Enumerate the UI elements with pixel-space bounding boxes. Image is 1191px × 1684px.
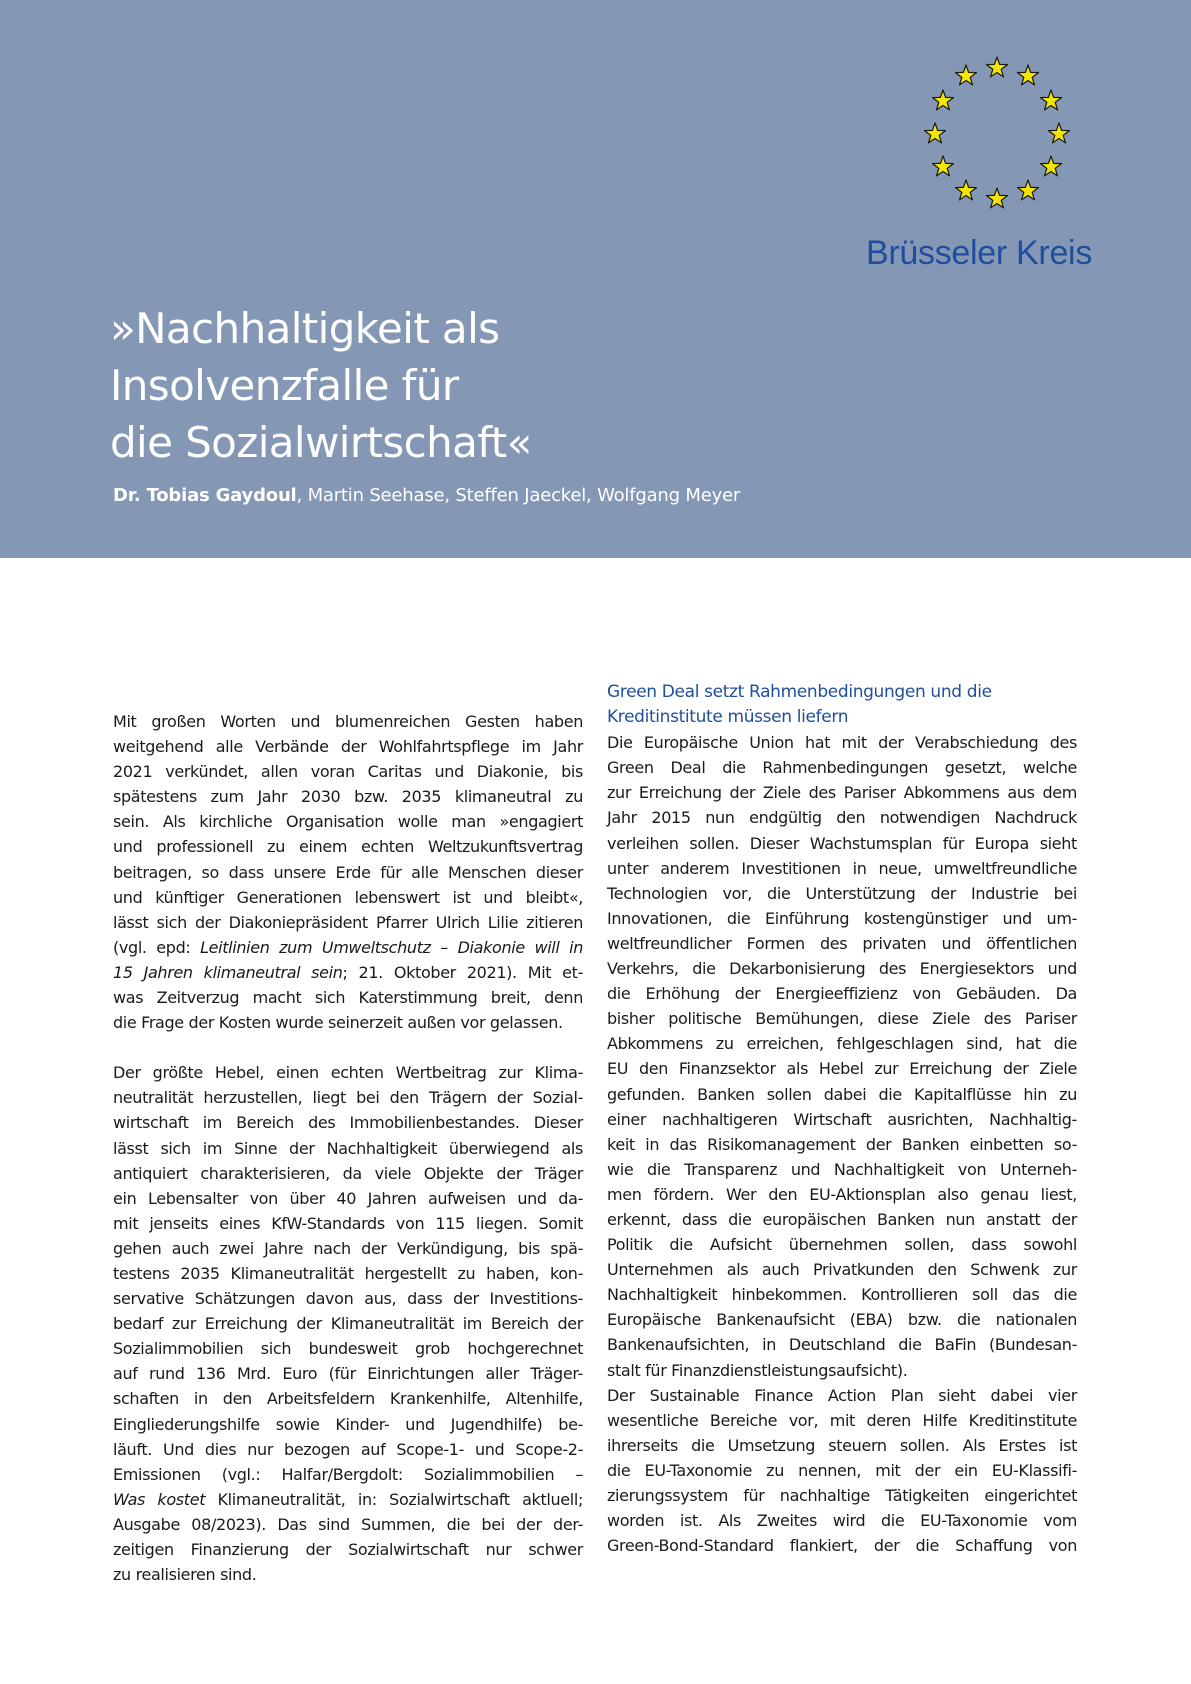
text-line: keit in das Risikomanagement der Banken einbetten so- [607,1134,1077,1154]
text-line: Abkommens zu erreichen, fehlgeschlagen sind, hat die [607,1034,1077,1054]
text-line: und professionell zu einem echten Weltzukunftsvertrag [113,837,583,857]
text-line: stalt für Finanzdienstleistungsaufsicht). [607,1360,908,1380]
article-title [110,300,910,471]
text-line: Mit großen Worten und blumenreichen Gesten haben [113,712,583,731]
text-line: die Erhöhung der Energieeffizienz von Gebäuden. Da [607,984,1077,1004]
text-line: servative Schätzungen davon aus, dass der Investitions- [113,1289,583,1309]
title-line: Insolvenzfalle für [110,361,459,410]
text-line: was Zeitverzug macht sich Katerstimmung breit, denn [113,988,583,1008]
text-line: gefunden. Banken sollen dabei die Kapitalflüsse hin zu [607,1084,1077,1104]
heading-line: Kreditinstitute müssen liefern [607,707,849,728]
text-line: lässt sich im Sinne der Nachhaltigkeit überwiegend als [113,1138,583,1158]
title-line: »Nachhaltigkeit als [110,304,500,353]
text-run: Klimaneutralität, in: Sozialwirtschaft aktluell; [205,1489,583,1509]
text-line: wirtschaft im Bereich des Immobilienbestandes. Dieser [113,1113,583,1133]
paragraph [607,1383,1077,1559]
text-line: erkennt, dass die europäischen Banken nun anstatt der [607,1209,1077,1229]
paragraph-spacer [113,1035,583,1060]
text-line: Sozialimmobilien sich bundesweit grob hochgerechnet [113,1339,583,1359]
text-line: sein. Als kirchliche Organisation wolle man »engagiert [113,812,583,832]
title-line: die Sozialwirtschaft« [110,418,532,467]
text-line: spätestens zum Jahr 2030 bzw. 2035 klimaneutral zu [113,787,583,807]
right-column [607,680,1077,1558]
text-line: mit jenseits eines KfW-Standards von 115 liegen. Somit [113,1213,583,1233]
text-line: Verkehrs, die Dekarbonisierung des Energiesektors und [607,959,1077,979]
paragraph [607,730,1077,1382]
text-line: läuft. Und dies nur bezogen auf Scope-1- und Scope-2- [113,1439,583,1459]
text-line: Technologien vor, die Unterstützung der Industrie bei [607,883,1077,903]
text-line: Europäische Bankenaufsicht (EBA) bzw. die nationalen [607,1310,1077,1330]
text-line: unter anderem Investitionen in neue, umweltfreundliche [607,858,1077,878]
text-line: EU den Finanzsektor als Hebel zur Erreichung der Ziele [607,1059,1077,1079]
text-line: ein Lebensalter von über 40 Jahren aufweisen und da- [113,1188,583,1208]
text-line: Die Europäische Union hat mit der Verabschiedung des [607,733,1077,753]
text-run: ; 21. Oktober 2021). Mit et- [342,962,583,982]
text-line: bisher politische Bemühungen, diese Ziele des Pariser [607,1009,1077,1029]
text-line: Green-Bond-Standard flankiert, der die Schaffung von [607,1536,1077,1556]
text-line: zu realisieren sind. [113,1565,257,1585]
header-banner [0,0,1191,558]
text-line [113,1487,583,1512]
paragraph [113,1060,583,1587]
text-line: antiquiert charakterisieren, da viele Objekte der Träger [113,1163,583,1183]
text-line: Emissionen (vgl.: Halfar/Bergdolt: Sozialimmobilien – [113,1464,583,1484]
text-line: bedarf zur Erreichung der Klimaneutralität im Bereich der [113,1314,583,1334]
text-line: die EU-Taxonomie zu nennen, mit der ein EU-Klassifi- [607,1460,1077,1480]
text-line: lässt sich der Diakoniepräsident Pfarrer Ulrich Lilie zitieren [113,912,583,932]
text-line: zeitigen Finanzierung der Sozialwirtschaft nur schwer [113,1540,583,1559]
text-line: Jahr 2015 nun endgültig den notwendigen Nachdruck [607,808,1077,828]
text-line: wie die Transparenz und Nachhaltigkeit von Unterneh- [607,1159,1077,1179]
text-line: zur Erreichung der Ziele des Pariser Abkommens aus dem [607,783,1077,803]
text-line: Ausgabe 08/2023). Das sind Summen, die bei der der- [113,1514,583,1534]
lead-author: Dr. Tobias Gaydoul [113,485,297,506]
text-line: Nachhaltigkeit hinbekommen. Kontrollieren soll das die [607,1285,1077,1305]
text-line: zierungssystem für nachhaltige Tätigkeiten eingerichtet [607,1486,1077,1505]
eu-stars-logo-icon [900,48,1100,228]
text-line: 2021 verkündet, allen voran Caritas und Diakonie, bis [113,762,583,782]
text-line: und künftiger Generationen lebenswert ist und bleibt«, [113,887,583,907]
text-line: neutralität herzustellen, liegt bei den Trägern der Sozial- [113,1088,583,1108]
text-line: wesentliche Bereiche vor, mit deren Hilfe Kreditinstitute [607,1410,1077,1430]
citation-title: 15 Jahren klimaneutral sein [113,962,343,982]
logo-name: Brüsseler Kreis [866,234,1093,272]
citation-title: Leitlinien zum Umweltschutz – Diakonie will in [200,937,583,957]
citation-title: Was kostet [113,1489,206,1509]
text-line: Politik die Aufsicht übernehmen sollen, dass sowohl [607,1235,1077,1255]
text-line [113,960,583,985]
text-line: Der größte Hebel, einen echten Wertbeitrag zur Klima- [113,1063,583,1083]
text-line: schaften in den Arbeitsfeldern Krankenhilfe, Altenhilfe, [113,1389,583,1409]
text-line [113,935,583,960]
author-list [113,485,1013,506]
left-column [113,709,583,1587]
text-line: gehen auch zwei Jahre nach der Verkündigung, bis spä- [113,1238,583,1258]
paragraph [113,709,583,1035]
text-line: auf rund 136 Mrd. Euro (für Einrichtungen aller Träger- [113,1364,583,1384]
text-line: Der Sustainable Finance Action Plan sieht dabei vier [607,1385,1077,1405]
text-line: Bankenaufsichten, in Deutschland die BaFin (Bundesan- [607,1335,1077,1355]
text-line: verleihen sollen. Dieser Wachstumsplan für Europa sieht [607,833,1077,853]
section-heading [607,680,1077,730]
text-line: weitgehend alle Verbände der Wohlfahrtspflege im Jahr [113,737,583,757]
text-line: einer nachhaltigeren Wirtschaft ausrichten, Nachhaltig- [607,1109,1077,1129]
text-line: worden ist. Als Zweites wird die EU-Taxonomie vom [607,1511,1077,1531]
text-run: (vgl. epd: [113,937,201,957]
text-line: die Frage der Kosten wurde seinerzeit außen vor gelassen. [113,1013,563,1033]
text-line: Innovationen, die Einführung kostengünstiger und um- [607,908,1077,928]
text-line: testens 2035 Klimaneutralität hergestellt zu haben, kon- [113,1263,583,1283]
text-line: weltfreundlicher Formen des privaten und öffentlichen [607,933,1077,953]
text-line: Eingliederungshilfe sowie Kinder- und Jugendhilfe) be- [113,1414,583,1434]
text-line: beitragen, so dass unsere Erde für alle Menschen dieser [113,862,583,882]
text-line: Green Deal die Rahmenbedingungen gesetzt, welche [607,758,1077,778]
text-line: Unternehmen als auch Privatkunden den Schwenk zur [607,1260,1077,1280]
heading-line: Green Deal setzt Rahmenbedingungen und die [607,682,992,702]
text-line: ihrerseits die Umsetzung steuern sollen. Als Erstes ist [607,1435,1077,1455]
text-line: men fördern. Wer den EU-Aktionsplan also genau liest, [607,1184,1077,1204]
co-authors: , Martin Seehase, Steffen Jaeckel, Wolfgang Meyer [296,485,741,506]
